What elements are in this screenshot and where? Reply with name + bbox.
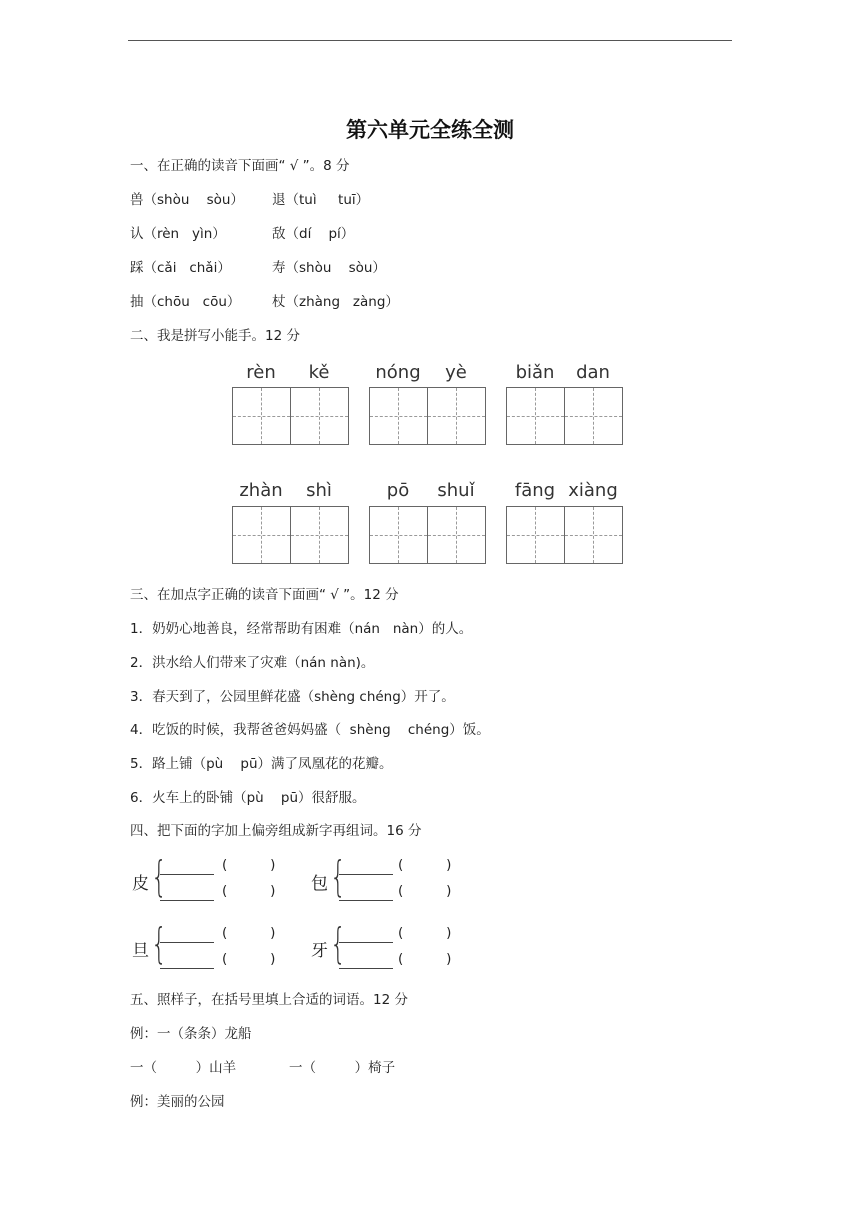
sec1-item: 敌（dí pí） <box>272 226 355 242</box>
pinyin-label: shuǐ <box>437 480 475 501</box>
sec3-item: 5．路上铺（pù pū）满了凤凰花的花瓣。 <box>130 756 393 772</box>
fill-blank-item[interactable]: 一（ ）山羊 <box>130 1060 237 1076</box>
pinyin-label: rèn <box>246 362 276 383</box>
base-char: 皮 <box>132 874 149 894</box>
answer-blank[interactable] <box>339 942 393 943</box>
section-5-heading: 五、照样子，在括号里填上合适的词语。12 分 <box>130 992 408 1008</box>
brace: { <box>330 919 347 968</box>
base-char: 牙 <box>311 941 328 961</box>
answer-paren[interactable]: ( ) <box>222 857 276 873</box>
pinyin-label: yè <box>445 362 467 383</box>
sec3-item: 3．春天到了，公园里鲜花盛（shèng chéng）开了。 <box>130 689 455 705</box>
answer-blank[interactable] <box>339 874 393 875</box>
pinyin-label: xiàng <box>568 480 618 501</box>
answer-paren[interactable]: ( ) <box>222 883 276 899</box>
sec3-item: 6．火车上的卧铺（pù pū）很舒服。 <box>130 790 366 806</box>
pinyin-label: biǎn <box>515 362 555 383</box>
fill-blank-item[interactable]: 一（ ）椅子 <box>289 1060 396 1076</box>
pinyin-label: nóng <box>375 362 421 383</box>
sec3-item: 2．洪水给人们带来了灾难（nán nàn)。 <box>130 655 375 671</box>
sec1-item: 退（tuì tuī） <box>272 192 370 208</box>
pinyin-label: shì <box>306 480 332 501</box>
answer-paren[interactable]: ( ) <box>398 951 452 967</box>
answer-blank[interactable] <box>160 942 214 943</box>
sec1-item: 兽（shòu sòu） <box>130 192 244 208</box>
brace: { <box>151 852 168 901</box>
answer-paren[interactable]: ( ) <box>222 925 276 941</box>
section-3-heading: 三、在加点字正确的读音下面画“ √ ”。12 分 <box>130 587 399 603</box>
header-rule <box>128 40 732 41</box>
pinyin-label: kě <box>308 362 330 383</box>
pinyin-label: zhàn <box>239 480 283 501</box>
pinyin-label: pō <box>386 480 410 501</box>
brace: { <box>330 852 347 901</box>
base-char: 包 <box>311 874 328 894</box>
sec1-item: 寿（shòu sòu） <box>272 260 386 276</box>
example-line: 例：一（条条）龙船 <box>130 1026 252 1042</box>
example-line: 例：美丽的公园 <box>130 1094 225 1110</box>
pinyin-label: fāng <box>514 480 556 501</box>
pinyin-label: dan <box>576 362 610 383</box>
writing-grid[interactable] <box>369 387 486 445</box>
sec1-item: 认（rèn yìn） <box>130 226 226 242</box>
sec3-item: 1．奶奶心地善良，经常帮助有困难（nán nàn）的人。 <box>130 621 473 637</box>
writing-grid[interactable] <box>506 506 623 564</box>
answer-paren[interactable]: ( ) <box>398 883 452 899</box>
answer-blank[interactable] <box>160 968 214 969</box>
writing-grid[interactable] <box>506 387 623 445</box>
page-title: 第六单元全练全测 <box>346 118 514 142</box>
answer-blank[interactable] <box>339 900 393 901</box>
sec1-item: 抽（chōu cōu） <box>130 294 241 310</box>
writing-grid[interactable] <box>369 506 486 564</box>
writing-grid[interactable] <box>232 506 349 564</box>
answer-blank[interactable] <box>160 874 214 875</box>
answer-blank[interactable] <box>339 968 393 969</box>
section-4-heading: 四、把下面的字加上偏旁组成新字再组词。16 分 <box>130 823 422 839</box>
brace: { <box>151 919 168 968</box>
sec1-item: 杖（zhàng zàng） <box>272 294 399 310</box>
answer-blank[interactable] <box>160 900 214 901</box>
base-char: 旦 <box>132 941 149 961</box>
sec3-item: 4．吃饭的时候，我帮爸爸妈妈盛（ shèng chéng）饭。 <box>130 722 490 738</box>
section-2-heading: 二、我是拼写小能手。12 分 <box>130 328 300 344</box>
sec1-item: 踩（cǎi chǎi） <box>130 260 231 276</box>
section-1-heading: 一、在正确的读音下面画“ √ ”。8 分 <box>130 158 350 174</box>
answer-paren[interactable]: ( ) <box>222 951 276 967</box>
answer-paren[interactable]: ( ) <box>398 857 452 873</box>
answer-paren[interactable]: ( ) <box>398 925 452 941</box>
writing-grid[interactable] <box>232 387 349 445</box>
